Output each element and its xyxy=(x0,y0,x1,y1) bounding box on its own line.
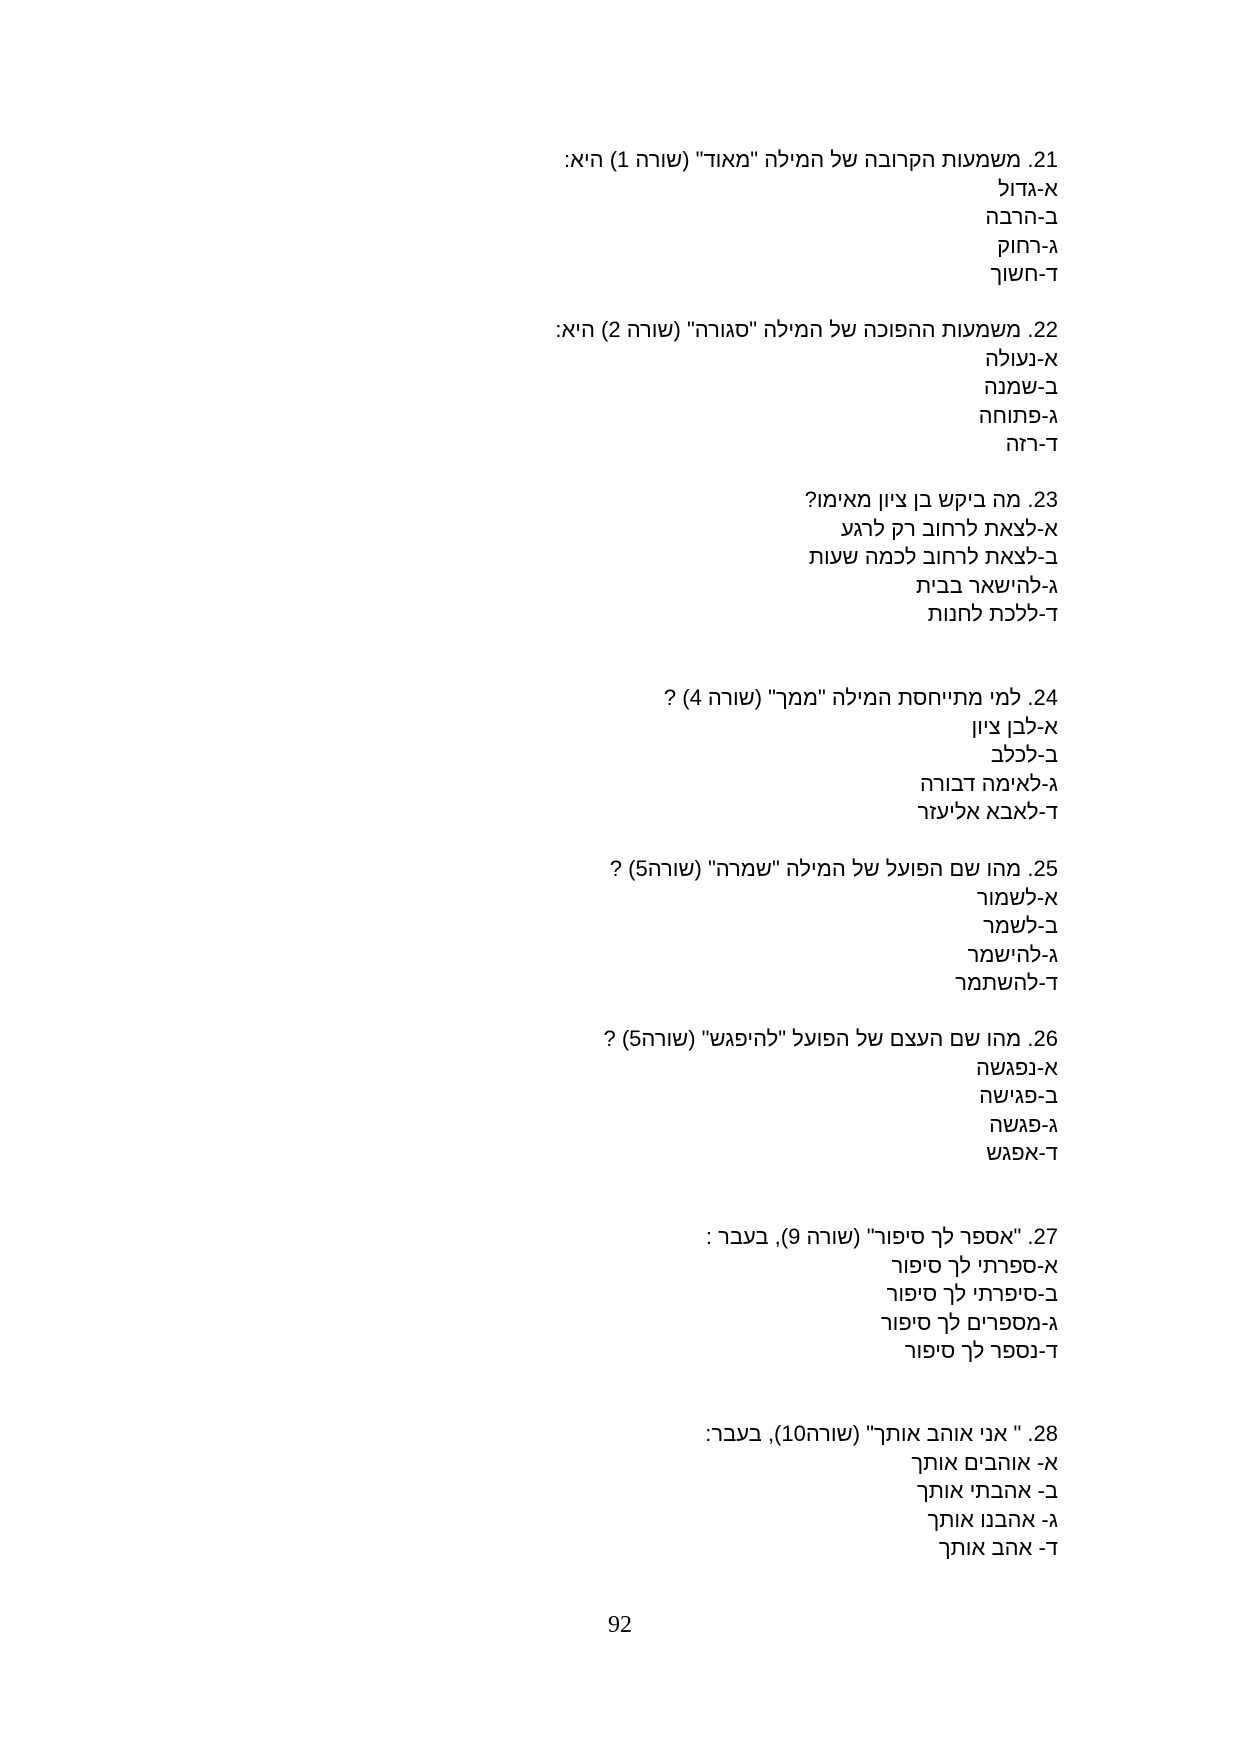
answer-option: א- אוהבים אותך xyxy=(911,1449,1058,1475)
question-22 xyxy=(555,316,1058,459)
answer-option: ב-לכלב xyxy=(990,742,1058,767)
question-24 xyxy=(664,684,1058,827)
answer-option: ג-פגשה xyxy=(989,1111,1058,1137)
answer-option: ב- אהבתי אותך xyxy=(916,1478,1058,1503)
answer-option: א-לשמור xyxy=(976,884,1058,910)
answer-option: א-נפגשה xyxy=(976,1054,1058,1080)
question-27 xyxy=(706,1223,1058,1366)
answer-option: ג- אהבנו אותך xyxy=(927,1506,1058,1532)
question-text: 24. למי מתייחסת המילה "ממך" (שורה 4) ? xyxy=(663,685,1058,710)
question-text: 27. "אספר לך סיפור" (שורה 9), בעבר : xyxy=(705,1224,1058,1249)
question-23 xyxy=(805,486,1058,629)
page-number: 92 xyxy=(608,1612,632,1638)
question-text: 23. מה ביקש בן ציון מאימו? xyxy=(804,487,1058,512)
question-text: 21. משמעות הקרובה של המילה "מאוד" (שורה 1) היא: xyxy=(564,147,1058,172)
answer-option: א-לבן ציון xyxy=(971,713,1058,739)
answer-option: א-גדול xyxy=(997,175,1058,201)
answer-option: ב-שמנה xyxy=(983,374,1058,399)
answer-option: ג-מספרים לך סיפור xyxy=(880,1309,1058,1335)
question-text: 22. משמעות ההפוכה של המילה "סגורה" (שורה 2) היא: xyxy=(555,317,1058,342)
answer-option: ד-נספר לך סיפור xyxy=(904,1338,1058,1363)
answer-option: ב-לצאת לרחוב לכמה שעות xyxy=(808,544,1058,569)
answer-option: ג-פתוחה xyxy=(978,402,1058,428)
answer-option: ד-ללכת לחנות xyxy=(927,601,1058,626)
answer-option: ג-להישאר בבית xyxy=(915,572,1058,598)
answer-option: ד-חשוך xyxy=(990,261,1058,286)
answer-option: ג-רחוק xyxy=(997,232,1058,258)
answer-option: ד-אפגש xyxy=(986,1140,1058,1165)
question-28 xyxy=(705,1420,1058,1563)
answer-option: ד-להשתמר xyxy=(955,970,1058,995)
question-text: 25. מהו שם הפועל של המילה "שמרה" (שורה5) ? xyxy=(609,856,1058,881)
answer-option: ב-פגישה xyxy=(979,1083,1058,1108)
answer-option: ד- אהב אותך xyxy=(938,1535,1058,1560)
answer-option: א-נעולה xyxy=(985,345,1058,371)
question-text: 26. מהו שם העצם של הפועל "להיפגש" (שורה5) ? xyxy=(603,1026,1058,1051)
answer-option: ד-רזה xyxy=(1005,431,1058,456)
answer-option: א-לצאת לרחוב רק לרגע xyxy=(841,515,1058,541)
answer-option: ב-לשמר xyxy=(983,913,1058,938)
question-25 xyxy=(610,855,1058,998)
answer-option: ג-להישמר xyxy=(967,941,1058,967)
answer-option: ג-לאימה דבורה xyxy=(920,770,1058,796)
answer-option: ב-הרבה xyxy=(985,204,1058,229)
question-26 xyxy=(603,1025,1058,1168)
question-text: 28. " אני אוהב אותך" (שורה10), בעבר: xyxy=(705,1421,1058,1446)
question-21 xyxy=(564,146,1058,289)
answer-option: ד-לאבא אליעזר xyxy=(917,799,1058,824)
answer-option: א-ספרתי לך סיפור xyxy=(891,1252,1058,1278)
answer-option: ב-סיפרתי לך סיפור xyxy=(886,1281,1058,1306)
